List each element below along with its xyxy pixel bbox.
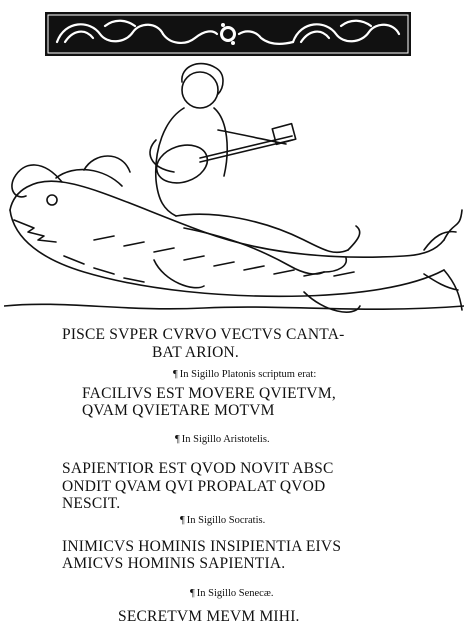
plato-heading — [173, 369, 316, 380]
plato-motto-line-1: FACILIVS EST MOVERE QVIETVM, — [82, 385, 336, 402]
plato-motto-line-2: QVAM QVIETARE MOTVM — [82, 402, 275, 419]
socrates-motto-line-2: AMICVS HOMINIS SAPIENTIA. — [62, 555, 286, 572]
socrates-motto-line-1: INIMICVS HOMINIS INSIPIENTIA EIVS — [62, 538, 342, 555]
seneca-heading — [190, 588, 273, 599]
aristotle-heading-text: In Sigillo Aristotelis. — [181, 434, 270, 445]
aristotle-motto-line-1: SAPIENTIOR EST QVOD NOVIT ABSC — [62, 460, 334, 477]
ornamental-frieze — [45, 12, 411, 56]
seneca-heading-text: In Sigillo Senecæ. — [196, 588, 274, 599]
pilcrow: ¶ — [190, 588, 195, 599]
socrates-heading — [180, 515, 265, 526]
aristotle-heading — [175, 434, 270, 445]
plato-heading-text: In Sigillo Platonis scriptum erat: — [179, 369, 317, 380]
seneca-motto-line-1: SECRETVM MEVM MIHI. — [118, 608, 300, 625]
socrates-heading-text: In Sigillo Socratis. — [186, 515, 266, 526]
arion-motto-line-1: PISCE SVPER CVRVO VECTVS CANTA- — [62, 326, 345, 343]
pilcrow: ¶ — [180, 515, 185, 526]
aristotle-motto-line-3: NESCIT. — [62, 495, 121, 512]
arion-motto-line-2: BAT ARION. — [152, 344, 239, 361]
aristotle-motto-line-2: ONDIT QVAM QVI PROPALAT QVOD — [62, 478, 326, 495]
pilcrow: ¶ — [173, 369, 178, 380]
pilcrow: ¶ — [175, 434, 180, 445]
arion-on-dolphin-woodcut — [4, 60, 464, 322]
